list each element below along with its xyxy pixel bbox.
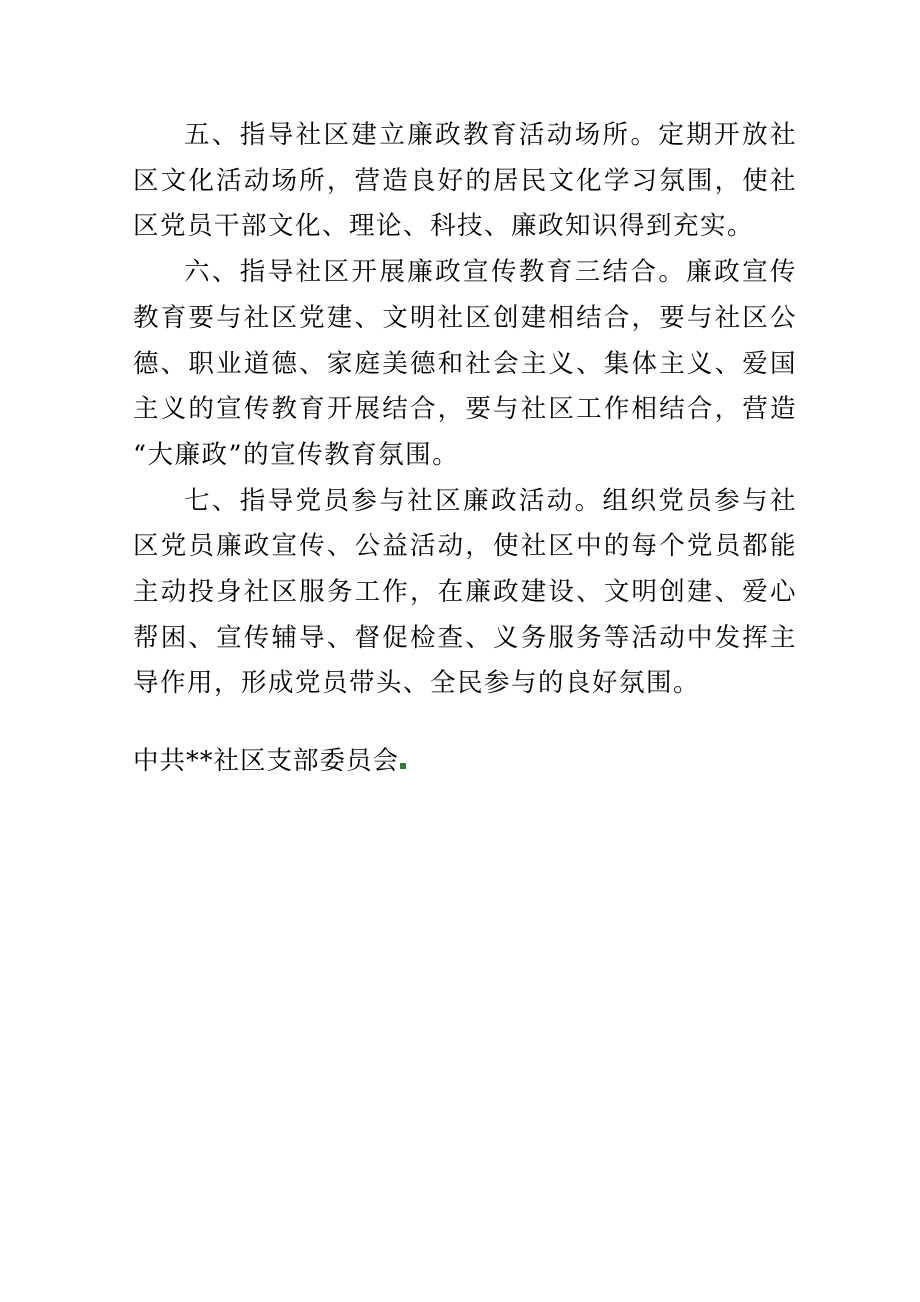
document-body: [133, 113, 797, 707]
paragraph-seven: 七、指导党员参与社区廉政活动。组织党员参与社区党员廉政宣传、公益活动，使社区中的每个党员都能主动投身社区服务工作，在廉政建设、文明创建、爱心帮困、宣传辅导、督促检查、义务服务等活动中发挥主导作用，形成党员带头、全民参与的良好氛围。: [133, 485, 797, 699]
paragraph-mark-icon: [400, 763, 406, 769]
paragraph-five: 五、指导社区建立廉政教育活动场所。定期开放社区文化活动场所，营造良好的居民文化学习氛围，使社区党员干部文化、理论、科技、廉政知识得到充实。: [133, 120, 797, 242]
signature-text: 中共**社区支部委员会: [133, 746, 400, 776]
paragraph-six: 六、指导社区开展廉政宣传教育三结合。廉政宣传教育要与社区党建、文明社区创建相结合，要与社区公德、职业道德、家庭美德和社会主义、集体主义、爱国主义的宣传教育开展结合，要与社区工作相结合，营造 “大廉政”的宣传教育氛围。: [133, 257, 797, 470]
signature-line: [133, 741, 406, 781]
